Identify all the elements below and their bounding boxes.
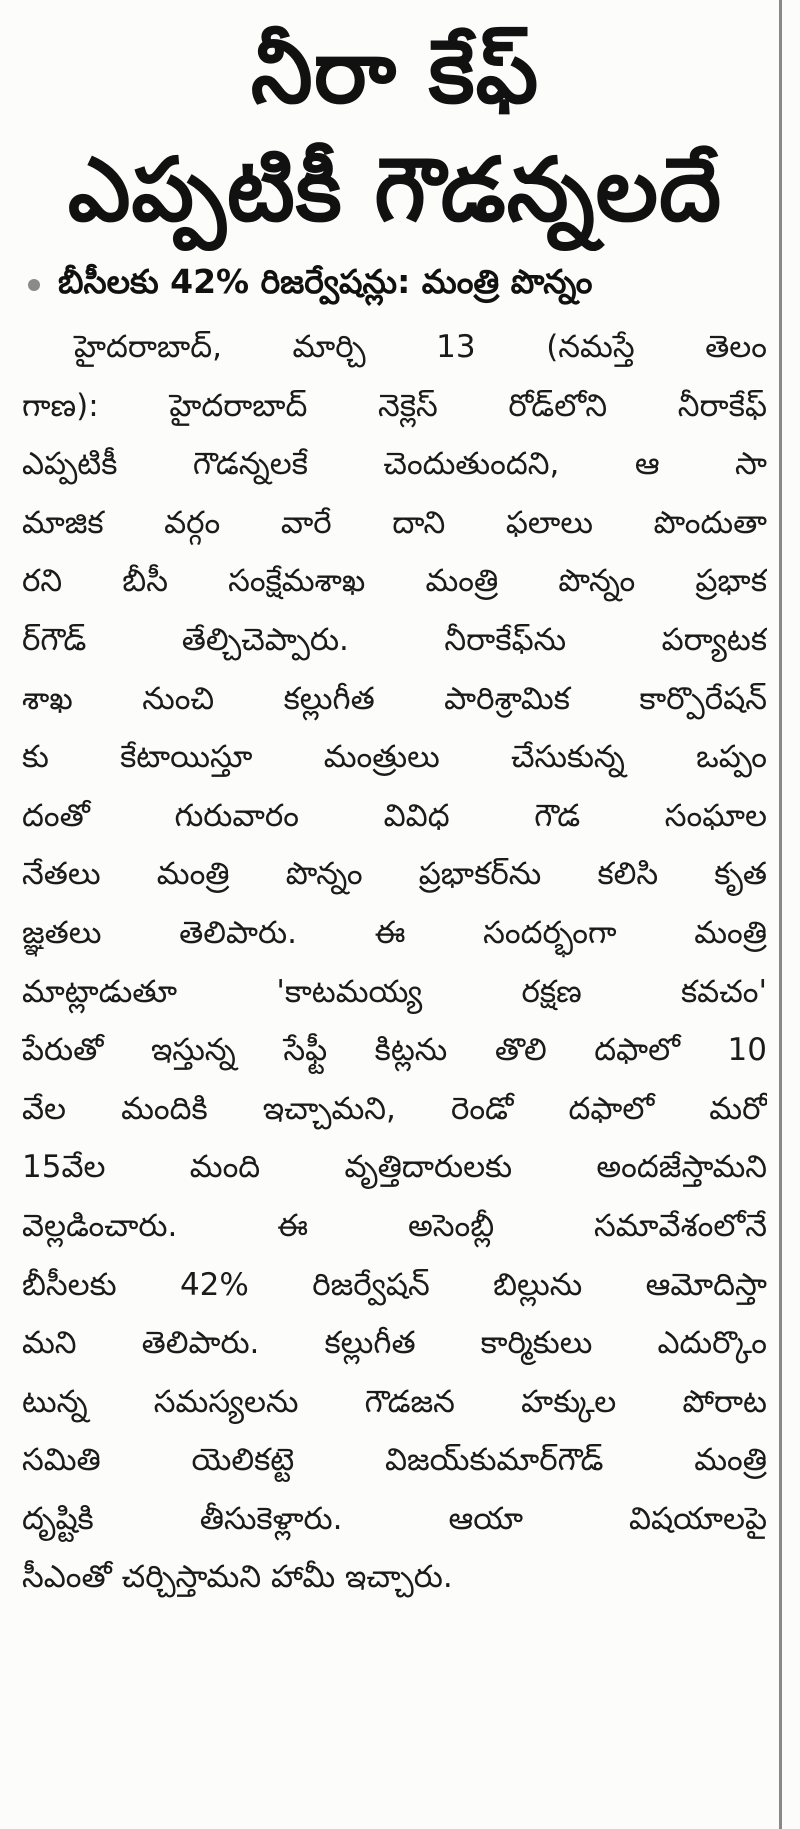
subheadline-text: బీసీలకు 42% రిజర్వేషన్లు: మంత్రి పొన్నం (58, 261, 593, 301)
body-line: మాట్లాడుతూ 'కాటమయ్య రక్షణ కవచం' (22, 973, 767, 1010)
body-line: శాఖ నుంచి కల్లుగీత పారిశ్రామిక కార్పొరేషన్ (22, 680, 767, 717)
body-line: బీసీలకు 42% రిజర్వేషన్ బిల్లును ఆమోదిస్తా (22, 1266, 767, 1303)
body-line: వెల్లడించారు. ఈ అసెంబ్లీ సమావేశంలోనే (22, 1207, 767, 1244)
body-line: మని తెలిపారు. కల్లుగీత కార్మికులు ఎదుర్కొం (22, 1325, 767, 1362)
bullet-icon (28, 279, 40, 291)
body-line: ఎప్పటికీ గౌడన్నలకే చెందుతుందని, ఆ సా (22, 446, 767, 483)
body-line: హైదరాబాద్, మార్చి 13 (నమస్తే తెలం (74, 329, 767, 365)
body-line: జ్ఞతలు తెలిపారు. ఈ సందర్భంగా మంత్రి (22, 914, 767, 951)
body-line: దంతో గురువారం వివిధ గౌడ సంఘాల (22, 797, 767, 834)
body-line: సమితి యెలికట్టె విజయ్‌కుమార్‌గౌడ్ మంత్రి (22, 1442, 767, 1479)
headline-line-1: నీరా కేఫ్ (250, 20, 540, 123)
body-line: టున్న సమస్యలను గౌడజన హక్కుల పోరాట (22, 1383, 767, 1420)
body-line: సీఎంతో చర్చిస్తామని హామీ ఇచ్చారు. (22, 1559, 453, 1596)
body-line: పేరుతో ఇస్తున్న సేఫ్టీ కిట్లను తొలి దఫాలో 10 (22, 1032, 767, 1069)
subheadline (28, 262, 768, 308)
body-line: కు కేటాయిస్తూ మంత్రులు చేసుకున్న ఒప్పం (22, 739, 767, 776)
body-line: 15వేల మంది వృత్తిదారులకు అందజేస్తామని (22, 1149, 767, 1186)
headline-line-2: ఎప్పటికీ గౌడన్నలదే (67, 138, 723, 241)
article-body (22, 318, 767, 1607)
body-line: నేతలు మంత్రి పొన్నం ప్రభాకర్‌ను కలిసి కృత (22, 856, 767, 893)
body-line: మాజిక వర్గం వారే దాని ఫలాలు పొందుతా (22, 504, 767, 541)
body-line: రని బీసీ సంక్షేమశాఖ మంత్రి పొన్నం ప్రభాక (22, 563, 767, 600)
body-line: దృష్టికి తీసుకెళ్లారు. ఆయా విషయాలపై (22, 1500, 767, 1537)
body-line: గాణ): హైదరాబాద్ నెక్లెస్ రోడ్‌లోని నీరాకేఫ్ (22, 387, 767, 424)
body-line: ర్‌గౌడ్ తేల్చిచెప్పారు. నీరాకేఫ్‌ను పర్యాటక (22, 621, 767, 658)
column-divider (779, 0, 782, 1829)
body-line: వేల మందికి ఇచ్చామని, రెండో దఫాలో మరో (22, 1090, 767, 1127)
